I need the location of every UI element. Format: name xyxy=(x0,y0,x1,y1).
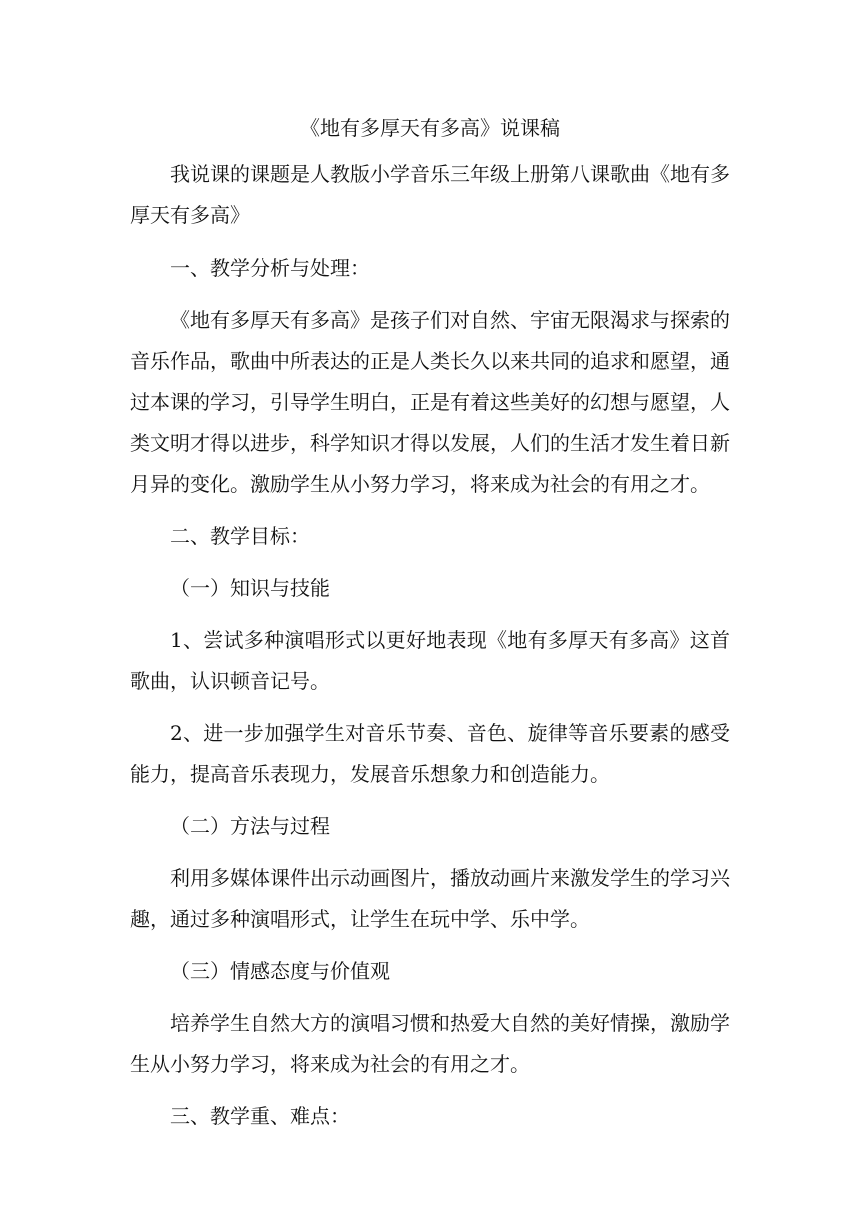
section-heading-analysis: 一、教学分析与处理： xyxy=(170,256,370,280)
paragraph-analysis: 《地有多厚天有多高》是孩子们对自然、宇宙无限渴求与探索的音乐作品，歌曲中所表达的正是人类长久以来共同的追求和愿望，通过本课的学习，引导学生明白，正是有着这些美好的幻想与愿望，人类文明才得以进步，科学知识才得以发展，人们的生活才发生着日新月异的变化。激励学生从小努力学习，将来成为社会的有用之才。 xyxy=(130,308,730,496)
paragraph-topic: 我说课的课题是人教版小学音乐三年级上册第八课歌曲《地有多厚天有多高》 xyxy=(130,162,730,227)
paragraph-emotion: 培养学生自然大方的演唱习惯和热爱大自然的美好情操，激励学生从小努力学习，将来成为社会的有用之才。 xyxy=(130,1011,730,1076)
paragraph-objective-1: 1、尝试多种演唱形式以更好地表现《地有多厚天有多高》这首歌曲，认识顿音记号。 xyxy=(130,628,730,693)
subheading-method-process: （二）方法与过程 xyxy=(170,814,330,838)
section-heading-objectives: 二、教学目标： xyxy=(170,524,310,548)
subheading-emotion-values: （三）情感态度与价值观 xyxy=(170,959,390,983)
paragraph-objective-2: 2、进一步加强学生对音乐节奏、音色、旋律等音乐要素的感受能力，提高音乐表现力，发展音乐想象力和创造能力。 xyxy=(130,721,730,786)
subheading-knowledge-skills: （一）知识与技能 xyxy=(170,576,330,600)
paragraph-method: 利用多媒体课件出示动画图片，播放动画片来激发学生的学习兴趣，通过多种演唱形式，让学生在玩中学、乐中学。 xyxy=(130,866,730,931)
document-body xyxy=(130,110,730,1137)
section-heading-key-points: 三、教学重、难点： xyxy=(170,1104,350,1128)
document-title: 《地有多厚天有多高》说课稿 xyxy=(300,116,560,140)
